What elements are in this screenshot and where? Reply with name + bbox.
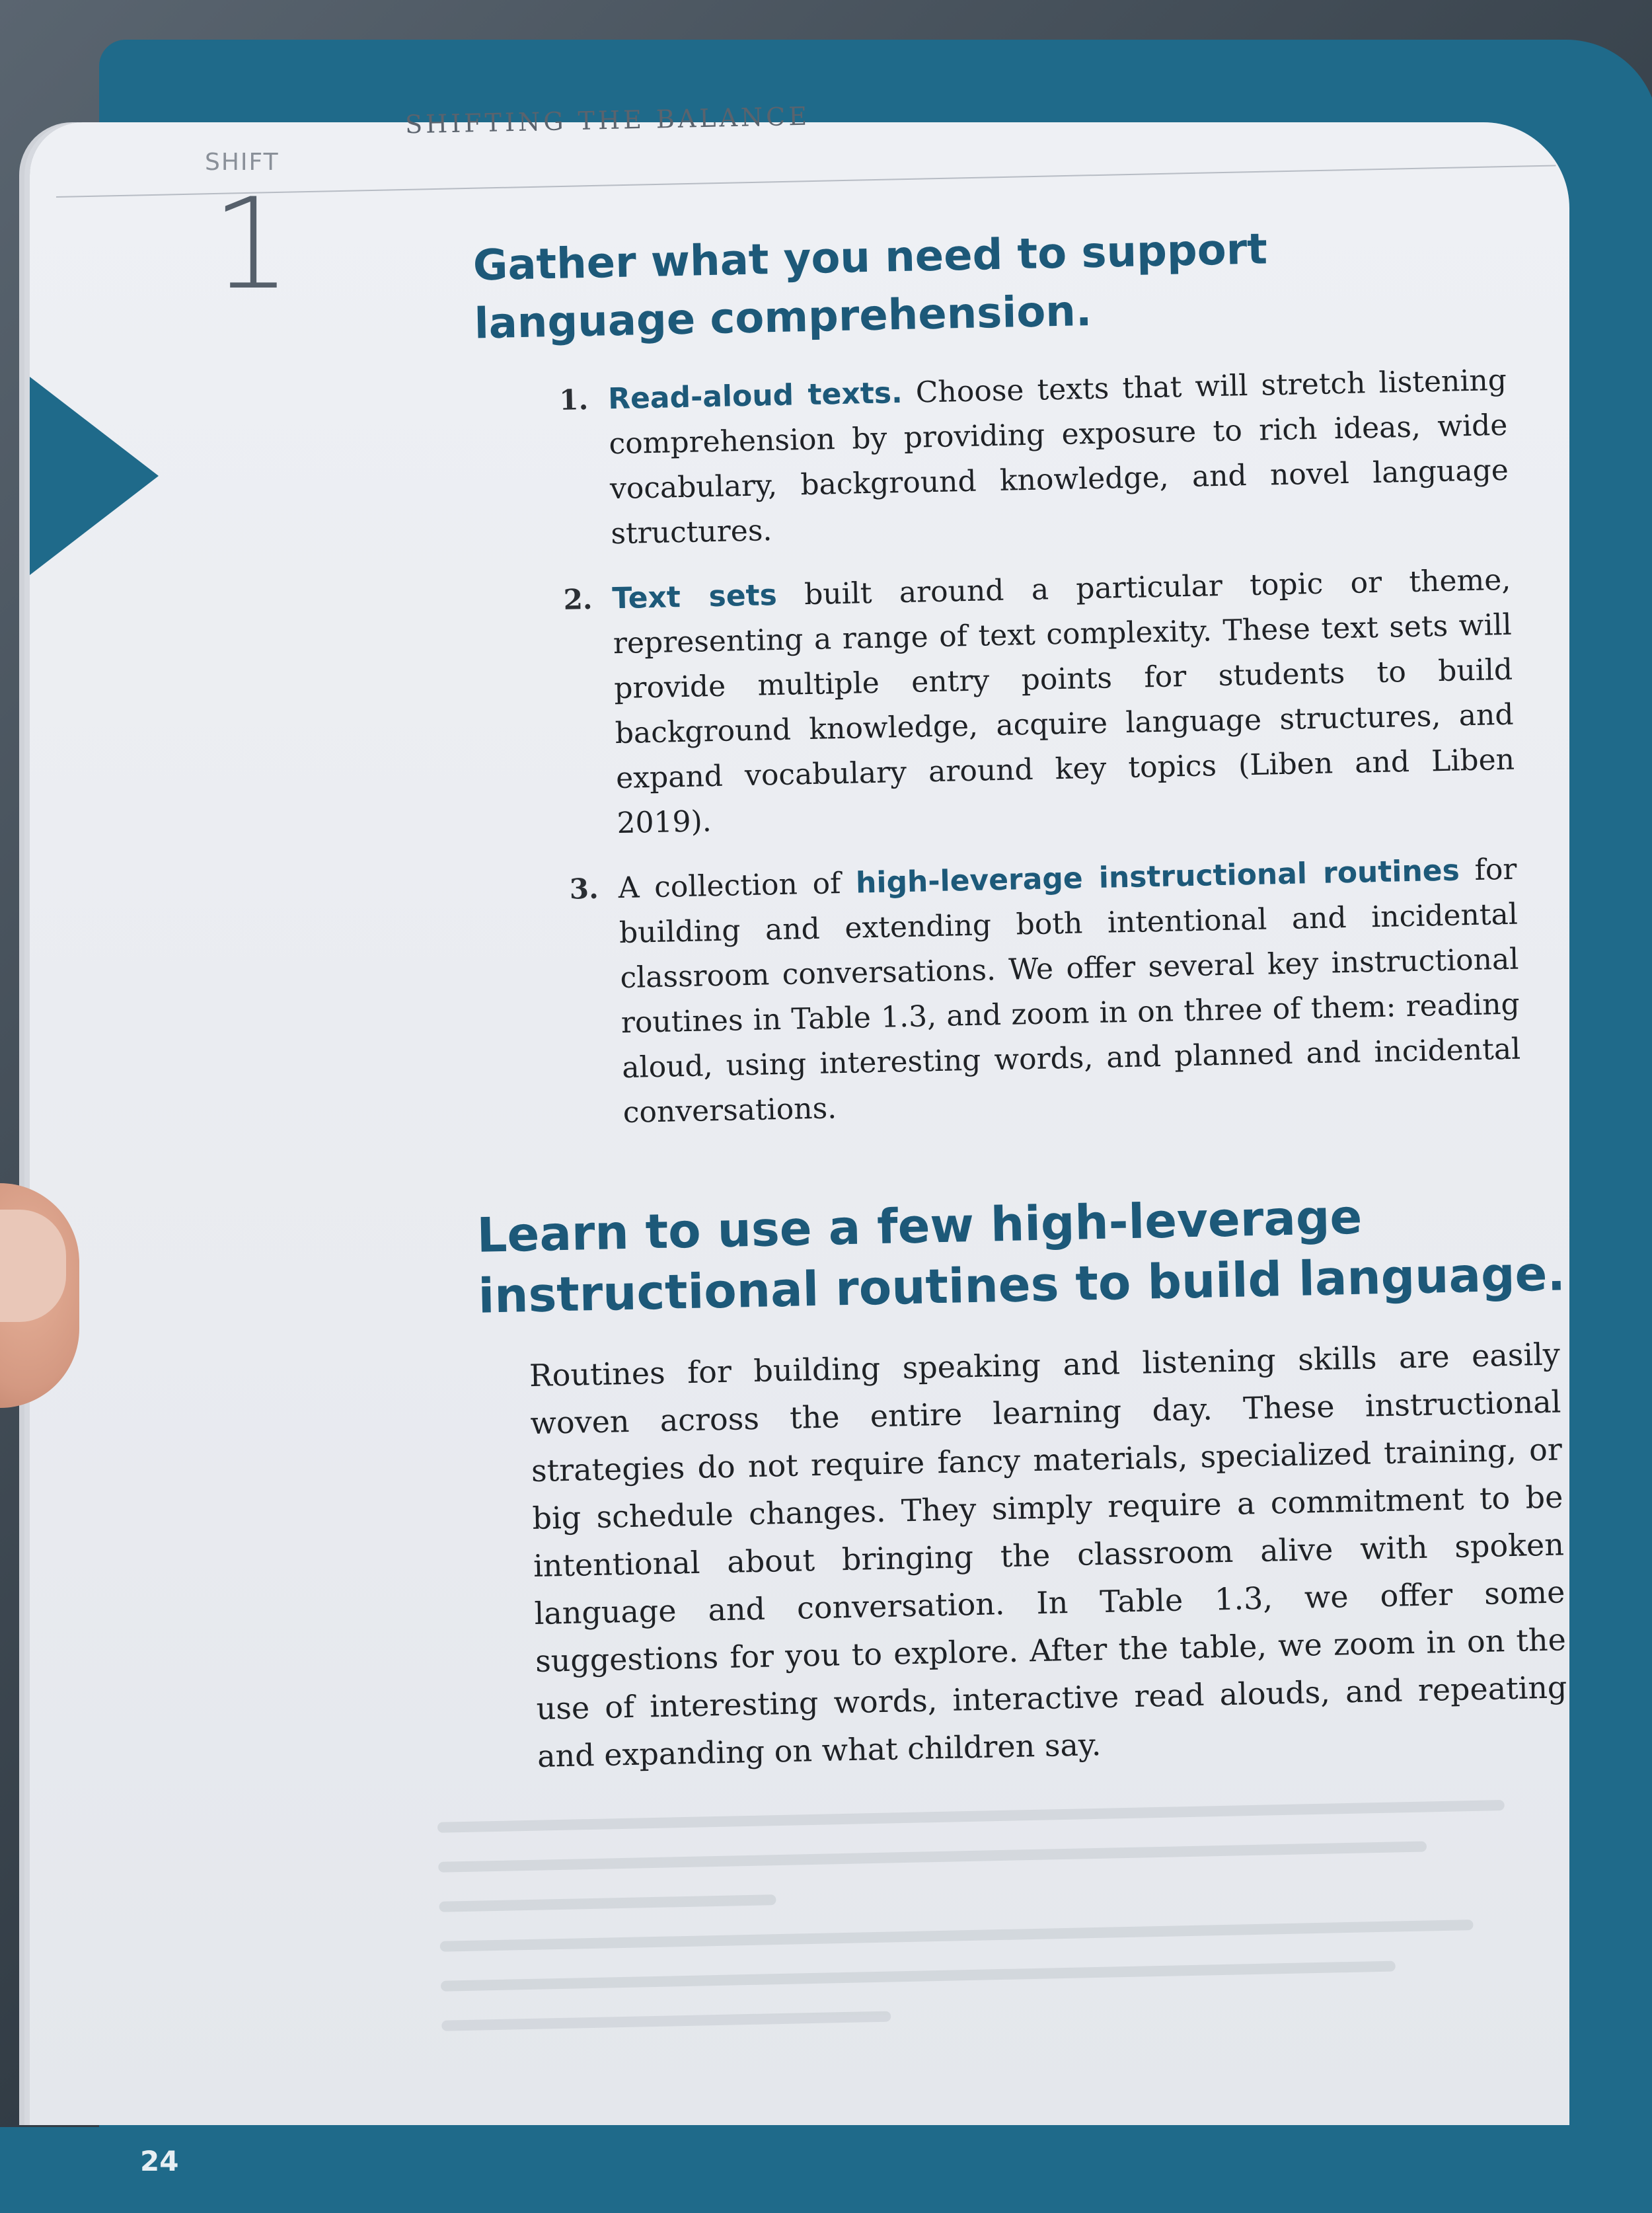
list-item-lead: A collection of <box>618 866 856 906</box>
shift-label: SHIFT <box>205 149 280 176</box>
arrow-tab-icon <box>30 377 159 575</box>
body-paragraph: Routines for building speaking and listening skills are easily woven across the entire learning day. These instructional strategies do not require fancy materials, specialized training, or big schedule changes. They simply require a commitment to be intentional about bringing the classroom alive with spoken language and conversation. In Table 1.3, we offer some suggestions for you to explore. After the table, we zoom in on the use of interesting words, interactive read alouds, and repeating and expanding on what children say. <box>529 1336 1567 1774</box>
section-heading-learn: Learn to use a few high-leverage instructional routines to build language. <box>476 1188 1566 1324</box>
page-content <box>426 214 1608 1782</box>
book-page <box>30 101 1569 2125</box>
ghost-line <box>437 1800 1505 1833</box>
list-item-body: for building and extending both intentional and incidental classroom conversations. We offer several key instructional routines in Table 1.3, and zoom in on three of them: reading aloud, using interesting words, and planned and incidental conversations. <box>619 852 1521 1130</box>
list-item <box>430 357 1583 561</box>
shift-number: 1 <box>211 171 291 317</box>
ghost-line <box>441 2011 891 2031</box>
list-item-text <box>607 358 1509 557</box>
ghost-line <box>440 1920 1474 1952</box>
list-item <box>439 845 1595 1139</box>
list-item-body: built around a particular topic or theme, representing a range of text complexity. These text sets will provide multiple entry points for students to build background knowledge, acquire language structures, and expand vocabulary around key topics (Liben and Liben 2019). <box>613 563 1515 841</box>
book-title: SHIFTING THE BALANCE <box>404 101 811 139</box>
cover-bottom-edge <box>0 2127 1652 2213</box>
list-item-keyword: Text sets <box>611 578 778 616</box>
show-through-text <box>437 1769 1565 2060</box>
list-item-number: 2. <box>563 582 593 616</box>
section-heading-gather: Gather what you need to support language comprehension. <box>472 225 1268 349</box>
ghost-line <box>438 1841 1427 1872</box>
list-item-keyword: Read-aloud texts. <box>607 375 903 416</box>
ghost-line <box>439 1894 776 1912</box>
list-item-keyword: high-leverage instructional routines <box>855 853 1460 900</box>
list-item-number: 3. <box>569 872 599 906</box>
ghost-line <box>441 1961 1396 1992</box>
list-item-body: Choose texts that will stretch listening comprehension by providing exposure to rich ideas, wide vocabulary, background knowledge, and novel language structures. <box>609 363 1509 551</box>
list-item-text <box>618 847 1522 1136</box>
list-item <box>433 556 1589 849</box>
page-number: 24 <box>140 2145 179 2177</box>
list-item-text <box>612 558 1516 846</box>
resource-list <box>430 357 1595 1140</box>
list-item-number: 1. <box>558 383 589 416</box>
